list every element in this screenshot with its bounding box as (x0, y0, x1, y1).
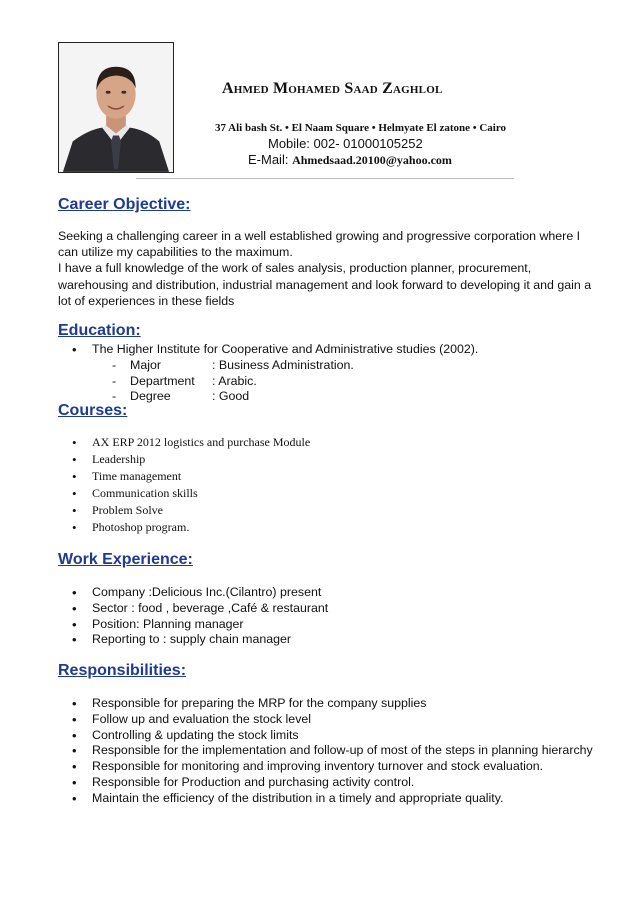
education-heading: Education: (58, 322, 141, 339)
course-item: • Problem Solve (72, 502, 598, 519)
responsibility-item: • Responsible for monitoring and improving inventory turnover and stock evaluation. (72, 759, 598, 775)
education-institute: • The Higher Institute for Cooperative and Administrative studies (2002). (72, 342, 598, 358)
courses-section (58, 402, 598, 536)
responsibility-item: • Follow up and evaluation the stock level (72, 712, 598, 728)
courses-heading: Courses: (58, 402, 128, 419)
objective-paragraph-2: I have a full knowledge of the work of sales analysis, production planner, procurement, warehousing and distribution, industrial management and look forward to developing it and gain a lot of experiences in these fields (58, 261, 592, 308)
responsibility-item: • Responsible for the implementation and follow-up of most of the steps in planning hierarchy (72, 743, 598, 759)
address: 37 Ali bash St. • El Naam Square • Helmyate El zatone • Cairo (215, 122, 507, 134)
work-experience-section (58, 551, 598, 648)
responsibilities-section (58, 662, 598, 807)
career-objective-section (58, 196, 598, 309)
work-item: • Position: Planning manager (72, 617, 598, 633)
candidate-name: Ahmed Mohamed Saad Zaghlol (222, 80, 443, 97)
email-label: E-Mail: (248, 152, 289, 167)
header-divider (136, 178, 514, 179)
career-objective-heading: Career Objective: (58, 196, 191, 213)
responsibility-item: • Responsible for preparing the MRP for the company supplies (72, 696, 598, 712)
responsibility-item: • Controlling & updating the stock limits (72, 728, 598, 744)
course-item: • Photoshop program. (72, 519, 598, 536)
responsibility-item: • Maintain the efficiency of the distribution in a timely and appropriate quality. (72, 791, 598, 807)
work-experience-list (58, 585, 598, 648)
email-line (248, 152, 548, 168)
course-item: • Time management (72, 468, 598, 485)
responsibility-item: • Responsible for Production and purchasing activity control. (72, 775, 598, 791)
mobile-number: Mobile: 002- 01000105252 (268, 136, 423, 151)
email-address[interactable]: Ahmedsaad.20100@yahoo.com (292, 153, 452, 167)
work-item: • Company :Delicious Inc.(Cilantro) present (72, 585, 598, 601)
profile-photo (58, 42, 174, 173)
course-item: • AX ERP 2012 logistics and purchase Module (72, 434, 598, 451)
detail-label: Department (130, 373, 195, 388)
education-section (58, 322, 598, 405)
work-item: • Sector : food , beverage ,Café & restaurant (72, 601, 598, 617)
detail-label: Degree (130, 389, 171, 404)
work-experience-heading: Work Experience: (58, 551, 193, 568)
course-item: • Leadership (72, 451, 598, 468)
education-details (58, 358, 598, 405)
detail-value: : Arabic. (212, 373, 257, 388)
objective-paragraph-1: Seeking a challenging career in a well established growing and progressive corporation where I can utilize my capabilities to the maximum. (58, 229, 581, 260)
responsibilities-list (58, 696, 598, 807)
education-detail-row: - Department : Arabic. (112, 373, 257, 388)
work-item: • Reporting to : supply chain manager (72, 632, 598, 648)
education-detail-row: - Degree : Good (112, 389, 250, 404)
course-item: • Communication skills (72, 485, 598, 502)
detail-label: Major (130, 357, 161, 372)
portrait-photo-icon (59, 43, 173, 172)
courses-list (58, 434, 598, 536)
responsibilities-heading: Responsibilities: (58, 662, 187, 679)
education-detail-row: - Major : Business Administration. (112, 357, 354, 372)
detail-value: : Good (212, 389, 250, 404)
detail-value: : Business Administration. (212, 357, 354, 372)
